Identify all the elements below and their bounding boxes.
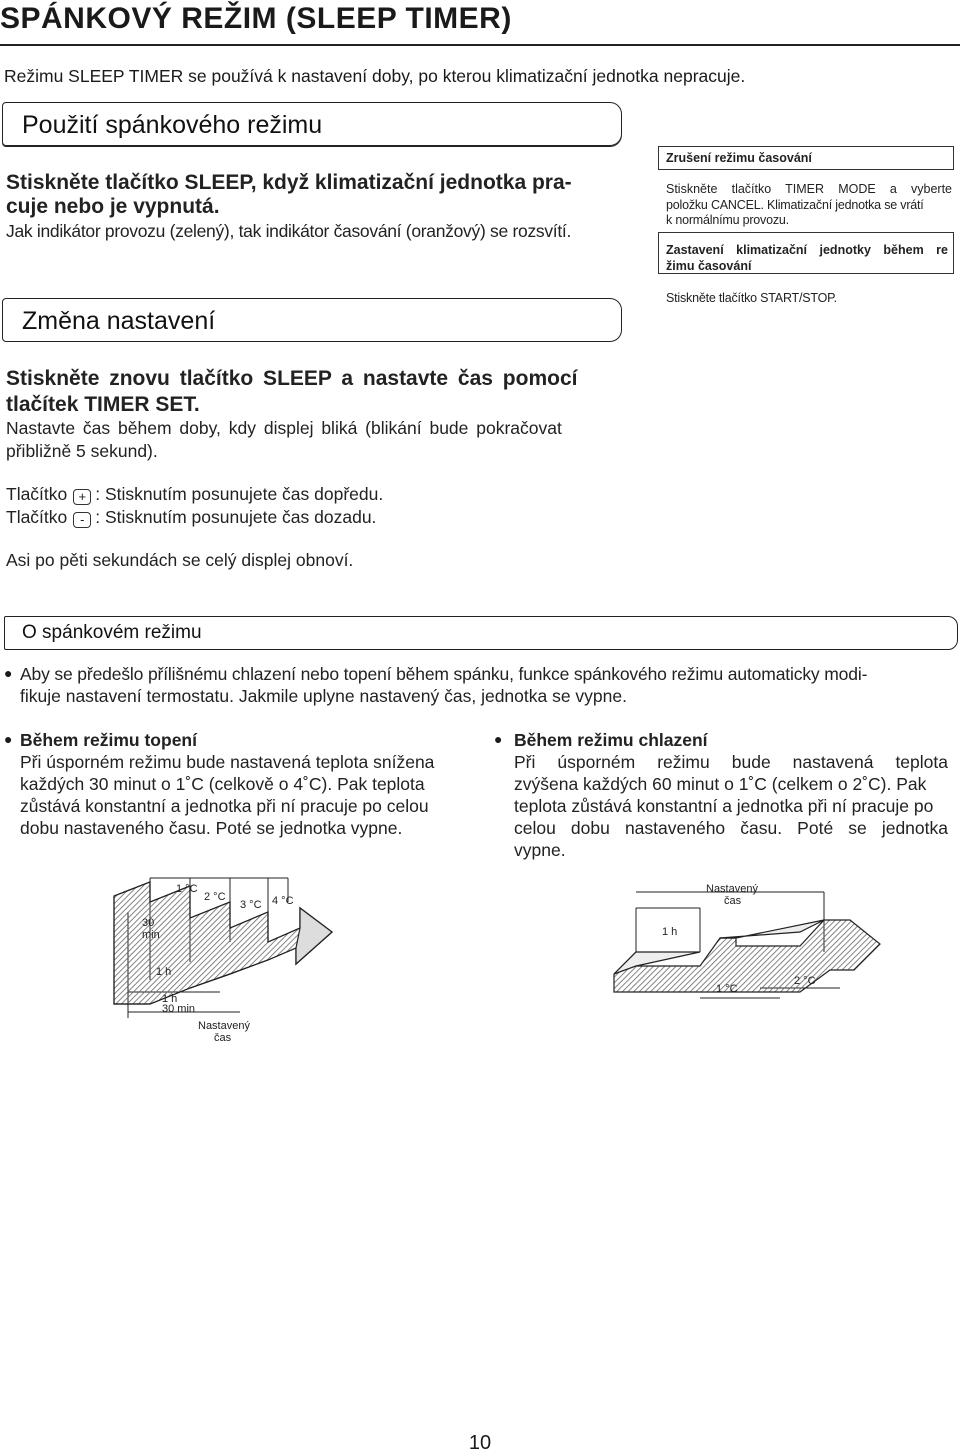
svg-text:čas: čas — [724, 895, 742, 907]
use-section-heading: Použití spánkového režimu — [22, 111, 323, 139]
plus-key-icon: + — [73, 489, 91, 505]
heating-line-3: zůstává konstantní a jednotka při ní pracuje po celou — [20, 796, 429, 816]
cooling-bullet-icon: ● — [494, 731, 503, 747]
minus-key-text: : Stisknutím posunujete čas dozadu. — [95, 507, 377, 527]
stop-text: Stiskněte tlačítko START/STOP. — [666, 291, 837, 305]
stop-heading-line2: žimu časování — [666, 259, 752, 273]
plus-key-prefix: Tlačítko — [6, 484, 68, 504]
heating-diagram — [100, 872, 430, 1052]
plus-key-text: : Stisknutím posunujete čas dopředu. — [95, 484, 384, 504]
svg-text:4 °C: 4 °C — [272, 895, 294, 907]
svg-text:Nastavený: Nastavený — [706, 883, 758, 895]
change-section-bold-line2: tlačítek TIMER SET. — [6, 393, 200, 416]
use-section-bold-line1: Stiskněte tlačítko SLEEP, když klimatizační jednotka pra- — [6, 171, 572, 194]
svg-text:1 h: 1 h — [162, 993, 178, 1005]
minus-key-line — [6, 506, 376, 529]
svg-text:1 °C: 1 °C — [716, 983, 738, 995]
svg-text:2 °C: 2 °C — [794, 975, 816, 987]
change-section-bold-line1: Stiskněte znovu tlačítko SLEEP a nastavte čas pomocí — [6, 367, 578, 390]
about-bullet-line2: fikuje nastavení termostatu. Jakmile uplyne nastavený čas, jednotka se vypne. — [20, 686, 627, 706]
svg-text:1 °C: 1 °C — [176, 883, 198, 895]
svg-text:30: 30 — [142, 917, 155, 929]
change-section-text-line1: Nastavte čas během doby, kdy displej bliká (blikání bude pokračovat — [6, 418, 562, 438]
svg-text:Nastavený: Nastavený — [198, 1020, 250, 1032]
minus-key-prefix: Tlačítko — [6, 507, 68, 527]
svg-text:30 min: 30 min — [162, 1003, 196, 1015]
cooling-line-5: vypne. — [514, 840, 566, 860]
about-section-heading: O spánkovém režimu — [22, 622, 202, 643]
heating-heading: Během režimu topení — [20, 730, 197, 750]
heating-line-1: Při úsporném režimu bude nastavená teplota snížena — [20, 752, 435, 772]
cooling-staircase — [614, 920, 880, 992]
svg-text:1 h: 1 h — [662, 926, 678, 938]
intro-text: Režimu SLEEP TIMER se používá k nastavení doby, po kterou klimatizační jednotka nepracuje. — [4, 66, 746, 86]
cancel-line2: položku CANCEL. Klimatizační jednotka se vrátí — [666, 198, 924, 212]
page-title: SPÁNKOVÝ REŽIM (SLEEP TIMER) — [0, 2, 512, 35]
heating-line-2: každých 30 minut o 1˚C (celkově o 4˚C). Pak teplota — [20, 774, 425, 794]
svg-text:3 °C: 3 °C — [240, 899, 262, 911]
refresh-text: Asi po pěti sekundách se celý displej obnoví. — [6, 550, 354, 570]
svg-text:min: min — [142, 929, 160, 941]
use-section-bold-line2: cuje nebo je vypnutá. — [6, 195, 220, 218]
cooling-line-4: celou dobu nastaveného času. Poté se jednotka — [514, 818, 948, 838]
cooling-line-2: zvýšena každých 60 minut o 1˚C (celkem o 2˚C). Pak — [514, 774, 927, 794]
cooling-line-3: teplota zůstává konstantní a jednotka při ní pracuje po — [514, 796, 934, 816]
page-number: 10 — [468, 1432, 492, 1454]
change-section-heading: Změna nastavení — [22, 307, 216, 335]
title-divider — [0, 44, 960, 46]
cooling-line-1: Při úsporném režimu bude nastavená teplota — [514, 752, 948, 772]
minus-key-icon: - — [73, 512, 91, 528]
use-section-text: Jak indikátor provozu (zelený), tak indikátor časování (oranžový) se rozsvítí. — [6, 221, 572, 241]
cancel-line1: Stiskněte tlačítko TIMER MODE a vyberte — [666, 182, 952, 196]
heating-line-4: dobu nastaveného času. Poté se jednotka vypne. — [20, 818, 403, 838]
cooling-diagram — [600, 872, 920, 1012]
change-section-text-line2: přibližně 5 sekund). — [6, 441, 158, 461]
svg-text:čas: čas — [214, 1032, 232, 1044]
side-panel — [658, 146, 956, 316]
about-bullet-line1: Aby se předešlo přílišnému chlazení nebo topení během spánku, funkce spánkového režimu automaticky modi- — [20, 664, 868, 684]
stop-heading-line1: Zastavení klimatizační jednotky během re — [666, 243, 948, 257]
cooling-heading: Během režimu chlazení — [514, 730, 708, 750]
heating-bullet-icon: ● — [4, 731, 13, 747]
cancel-heading: Zrušení režimu časování — [666, 151, 812, 165]
svg-text:1 h: 1 h — [156, 966, 172, 978]
plus-key-line — [6, 483, 383, 506]
cancel-line3: k normálnímu provozu. — [666, 213, 789, 227]
about-bullet-icon: ● — [4, 665, 13, 681]
svg-text:2 °C: 2 °C — [204, 891, 226, 903]
